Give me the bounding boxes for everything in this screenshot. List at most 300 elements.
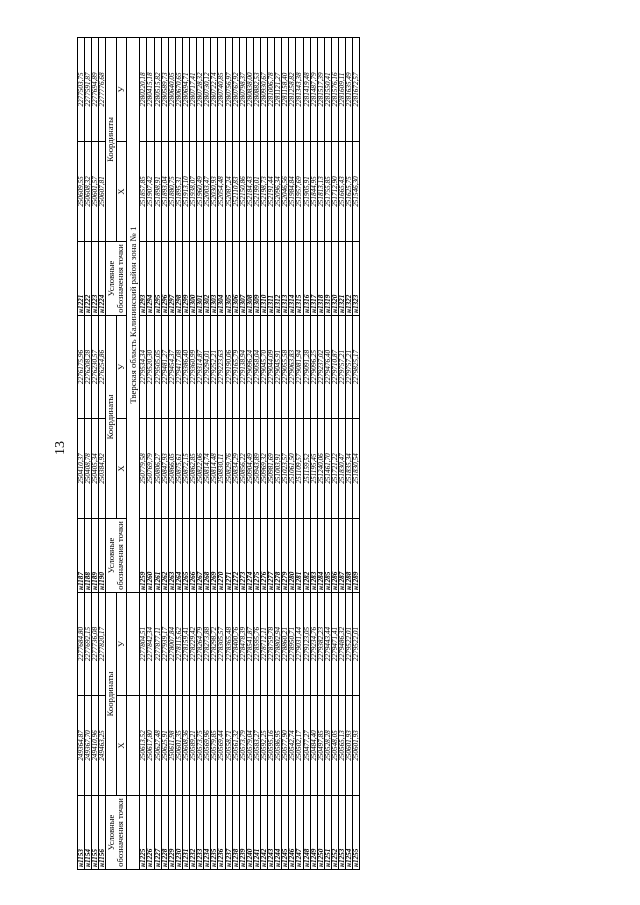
point-id-cell: н1313 <box>282 242 289 316</box>
point-id-cell: н1310 <box>260 242 267 316</box>
y-coordinate-cell: 2279454,37 <box>168 316 175 419</box>
y-coordinate-cell: 2276230,57 <box>92 316 99 419</box>
table-row <box>353 38 360 870</box>
point-id-cell: н1284 <box>317 519 324 593</box>
x-coordinate-cell: 251061,50 <box>289 419 296 519</box>
y-coordinate-cell: 2279081,94 <box>296 316 303 419</box>
x-coordinate-cell: 251880,75 <box>168 142 175 242</box>
y-coordinate-cell: 2279710,87 <box>331 316 338 419</box>
y-coordinate-cell: 2278305,57 <box>218 593 225 696</box>
y-coordinate-cell: 2281517,39 <box>317 38 324 142</box>
x-coordinate-cell: 250502,17 <box>296 696 303 796</box>
x-coordinate-cell: 251721,22 <box>331 419 338 519</box>
y-coordinate-cell: 2280767,92 <box>232 38 239 142</box>
y-coordinate-cell: 2280717,41 <box>190 38 197 142</box>
x-coordinate-cell: 252046,56 <box>282 142 289 242</box>
point-id-cell: н1261 <box>154 519 161 593</box>
point-id-cell: н1264 <box>175 519 182 593</box>
point-id-cell: н1273 <box>239 519 246 593</box>
x-coordinate-cell: 250834,29 <box>232 419 239 519</box>
y-coordinate-cell: 2278860,21 <box>282 593 289 696</box>
y-coordinate-cell: 2279123,05 <box>303 593 310 696</box>
point-id-cell: н1250 <box>317 796 324 870</box>
point-id-cell: н1241 <box>253 796 260 870</box>
point-id-cell: н1271 <box>225 519 232 593</box>
x-coordinate-cell: 250601,35 <box>175 696 182 796</box>
x-coordinate-cell: 250607,81 <box>99 142 106 242</box>
point-id-cell: н1287 <box>339 519 346 593</box>
y-coordinate-cell: 2279314,87 <box>197 316 204 419</box>
point-id-cell: н1190 <box>99 519 106 593</box>
point-id-cell: н1240 <box>246 796 253 870</box>
x-coordinate-cell: 252191,44 <box>268 142 275 242</box>
table-row <box>147 38 154 870</box>
y-coordinate-cell: 2278115,62 <box>175 593 182 696</box>
y-coordinate-cell: 2277804,51 <box>140 593 147 696</box>
x-coordinate-cell: 251240,06 <box>317 419 324 519</box>
point-id-cell: н1302 <box>204 242 211 316</box>
point-id-cell: н1155 <box>92 796 99 870</box>
point-id-cell: н1314 <box>289 242 296 316</box>
x-coordinate-cell: 251913,10 <box>182 142 189 242</box>
point-id-cell: н1317 <box>310 242 317 316</box>
x-coordinate-cell: 250586,95 <box>275 696 282 796</box>
x-coordinate-cell: 251755,85 <box>324 142 331 242</box>
x-coordinate-cell: 250779,58 <box>140 419 147 519</box>
point-id-cell: н1298 <box>175 242 182 316</box>
point-id-cell: н1268 <box>204 519 211 593</box>
y-coordinate-cell: 2277939,17 <box>161 593 168 696</box>
point-column-header: Условные обозначения точки <box>106 796 127 870</box>
point-id-cell: н1301 <box>197 242 204 316</box>
region-title: Тверская область Калининский район зона № 1 <box>127 38 140 593</box>
point-id-cell: н1263 <box>168 519 175 593</box>
point-id-cell: н1286 <box>331 519 338 593</box>
y-coordinate-cell: 2280756,97 <box>225 38 232 142</box>
x-coordinate-cell: 251905,91 <box>303 142 310 242</box>
y-coordinate-cell: 2279520,30 <box>147 316 154 419</box>
blank-cell <box>127 593 140 696</box>
y-coordinate-cell: 2280798,37 <box>239 38 246 142</box>
y-coordinate-cell: 2280415,18 <box>147 38 154 142</box>
top-rows <box>78 38 106 870</box>
point-id-cell: н1297 <box>168 242 175 316</box>
x-coordinate-cell: 250875,61 <box>175 419 182 519</box>
point-id-cell: н1260 <box>147 519 154 593</box>
y-coordinate-cell: 2276175,96 <box>78 316 85 419</box>
y-coordinate-cell: 2279165,79 <box>232 316 239 419</box>
point-id-cell: н1247 <box>296 796 303 870</box>
y-coordinate-cell: 2280740,85 <box>218 38 225 142</box>
point-id-cell: н1189 <box>92 519 99 593</box>
point-id-cell: н1222 <box>85 242 92 316</box>
point-id-cell: н1244 <box>275 796 282 870</box>
point-id-cell: н1312 <box>275 242 282 316</box>
point-id-cell: н1266 <box>190 519 197 593</box>
point-id-cell: н1315 <box>296 242 303 316</box>
x-coordinate-cell: 251461,70 <box>324 419 331 519</box>
x-coordinate-cell: 250822,06 <box>197 419 204 519</box>
y-coordinate-cell: 2281006,78 <box>268 38 275 142</box>
point-id-cell: н1308 <box>246 242 253 316</box>
y-coordinate-cell: 2281343,38 <box>296 38 303 142</box>
x-coordinate-cell: 251109,57 <box>296 419 303 519</box>
x-coordinate-cell: 252184,43 <box>246 142 253 242</box>
x-coordinate-cell: 250601,93 <box>346 696 353 796</box>
y-coordinate-cell: 2280589,73 <box>161 38 168 142</box>
y-coordinate-cell: 2280838,00 <box>246 38 253 142</box>
point-id-cell: н1283 <box>310 519 317 593</box>
point-id-cell: н1277 <box>268 519 275 593</box>
y-coordinate-cell: 2279481,27 <box>161 316 168 419</box>
y-coordinate-cell: 2281487,79 <box>310 38 317 142</box>
y-coordinate-cell: 2278478,39 <box>239 593 246 696</box>
point-column-header: Условные обозначения точки <box>106 242 127 316</box>
y-coordinate-cell: 2281158,40 <box>282 38 289 142</box>
y-column-header: У <box>116 38 127 142</box>
point-id-cell: н1288 <box>346 519 353 593</box>
x-coordinate-cell: 251893,04 <box>161 142 168 242</box>
x-coordinate-cell: 250625,91 <box>161 696 168 796</box>
point-id-cell: н1226 <box>147 796 154 870</box>
point-id-cell: н1269 <box>211 519 218 593</box>
y-coordinate-cell: 2279234,76 <box>310 593 317 696</box>
x-coordinate-cell: 252199,01 <box>253 142 260 242</box>
x-coordinate-cell: 250579,04 <box>246 696 253 796</box>
y-coordinate-cell: 2280670,65 <box>175 38 182 142</box>
point-id-cell: н1300 <box>190 242 197 316</box>
y-coordinate-cell: 2279223,63 <box>218 316 225 419</box>
y-coordinate-cell: 2278159,41 <box>182 593 189 696</box>
point-id-cell: н1236 <box>218 796 225 870</box>
point-id-cell: н1322 <box>346 242 353 316</box>
x-coordinate-cell: 249463,25 <box>99 696 106 796</box>
x-coordinate-cell: 252003,47 <box>204 142 211 242</box>
y-coordinate-cell: 2280930,67 <box>260 38 267 142</box>
y-coordinate-cell: 2279505,05 <box>154 316 161 419</box>
x-coordinate-cell: 251159,52 <box>303 419 310 519</box>
x-coordinate-cell: 252054,48 <box>218 142 225 242</box>
point-id-cell: н1272 <box>232 519 239 593</box>
point-id-cell: н1295 <box>154 242 161 316</box>
y-column-header: У <box>116 316 127 419</box>
point-id-cell: н1281 <box>296 519 303 593</box>
y-coordinate-cell: 2278273,88 <box>204 593 211 696</box>
point-id-cell: н1309 <box>253 242 260 316</box>
x-coordinate-cell: 250856,22 <box>239 419 246 519</box>
point-id-cell: н1248 <box>303 796 310 870</box>
x-coordinate-cell: 250497,85 <box>317 696 324 796</box>
x-coordinate-cell: 250904,49 <box>246 419 253 519</box>
point-id-cell: н1275 <box>253 519 260 593</box>
point-id-cell: н1245 <box>282 796 289 870</box>
coordinates-table <box>77 37 360 870</box>
point-id-cell: н1259 <box>140 519 147 593</box>
main-rows <box>140 38 360 870</box>
blank-cell <box>127 696 140 796</box>
point-id-cell: н1304 <box>218 242 225 316</box>
y-coordinate-cell: 2279091,28 <box>303 316 310 419</box>
x-coordinate-cell: 250601,93 <box>353 696 360 796</box>
x-coordinate-cell: 250410,37 <box>78 419 85 519</box>
rotated-table-wrapper <box>77 38 616 870</box>
y-coordinate-cell: 2281419,48 <box>303 38 310 142</box>
x-coordinate-cell: 252030,93 <box>211 142 218 242</box>
y-coordinate-cell: 2276254,86 <box>99 316 106 419</box>
y-coordinate-cell: 2279044,09 <box>268 316 275 419</box>
point-id-cell: н1188 <box>85 519 92 593</box>
point-id-cell: н1305 <box>225 242 232 316</box>
x-coordinate-cell: 251957,69 <box>296 142 303 242</box>
point-id-cell: н1239 <box>239 796 246 870</box>
y-coordinate-cell: 2277591,87 <box>85 38 92 142</box>
y-coordinate-cell: 2279237,02 <box>317 316 324 419</box>
x-coordinate-cell: 249410,96 <box>92 696 99 796</box>
point-id-cell: н1154 <box>85 796 92 870</box>
point-id-cell: н1316 <box>303 242 310 316</box>
point-id-cell: н1293 <box>140 242 147 316</box>
point-id-cell: н1187 <box>78 519 85 593</box>
point-id-cell: н1320 <box>331 242 338 316</box>
y-coordinate-cell: 2279386,40 <box>182 316 189 419</box>
y-coordinate-cell: 2279757,21 <box>346 316 353 419</box>
y-coordinate-cell: 2279045,70 <box>260 316 267 419</box>
x-coordinate-cell: 250528,28 <box>324 696 331 796</box>
x-coordinate-cell: 251546,30 <box>353 142 360 242</box>
x-coordinate-cell: 250847,93 <box>161 419 168 519</box>
point-id-cell: н1279 <box>282 519 289 593</box>
x-coordinate-cell: 250862,85 <box>190 419 197 519</box>
y-coordinate-cell: 2277820,17 <box>99 593 106 696</box>
y-coordinate-cell: 2280694,71 <box>182 38 189 142</box>
point-id-cell: н1278 <box>275 519 282 593</box>
x-coordinate-cell: 250595,16 <box>268 696 275 796</box>
point-id-cell: н1223 <box>92 242 99 316</box>
y-coordinate-cell: 2279486,32 <box>339 593 346 696</box>
x-coordinate-cell: 250408,78 <box>85 419 92 519</box>
x-coordinate-cell: 250558,71 <box>225 696 232 796</box>
y-coordinate-cell: 2279096,24 <box>246 316 253 419</box>
coordinates-header: Координаты <box>106 593 117 796</box>
point-id-cell: н1251 <box>324 796 331 870</box>
point-id-cell: н1262 <box>161 519 168 593</box>
point-id-cell: н1230 <box>175 796 182 870</box>
x-coordinate-cell: 250405,34 <box>92 419 99 519</box>
point-id-cell: н1238 <box>232 796 239 870</box>
x-coordinate-cell: 250981,69 <box>268 419 275 519</box>
y-coordinate-cell: 2278712,11 <box>260 593 267 696</box>
y-coordinate-cell: 2280882,53 <box>253 38 260 142</box>
y-coordinate-cell: 2277877,11 <box>154 593 161 696</box>
y-coordinate-cell: 2277692,15 <box>85 593 92 696</box>
point-id-cell: н1306 <box>232 242 239 316</box>
y-coordinate-cell: 2279058,04 <box>253 316 260 419</box>
x-coordinate-cell: 250814,48 <box>211 419 218 519</box>
x-coordinate-cell: 251984,84 <box>289 142 296 242</box>
x-coordinate-cell: 250806,27 <box>154 419 161 519</box>
x-coordinate-cell: 250573,79 <box>239 696 246 796</box>
y-coordinate-cell: 2278950,71 <box>289 593 296 696</box>
point-id-cell: н1232 <box>190 796 197 870</box>
y-coordinate-cell: 2278298,72 <box>211 593 218 696</box>
x-column-header: X <box>116 696 127 796</box>
x-coordinate-cell: 250608,32 <box>85 142 92 242</box>
y-coordinate-cell: 2278229,42 <box>190 593 197 696</box>
point-id-cell: н1274 <box>246 519 253 593</box>
point-id-cell: н1318 <box>317 242 324 316</box>
y-coordinate-cell: 2279096,25 <box>310 316 317 419</box>
y-coordinate-cell: 2277503,75 <box>78 38 85 142</box>
y-coordinate-cell: 2277694,89 <box>92 38 99 142</box>
point-id-cell: н1303 <box>211 242 218 316</box>
y-coordinate-cell: 2279534,34 <box>140 316 147 419</box>
x-coordinate-cell: 252087,24 <box>225 142 232 242</box>
y-coordinate-cell: 2281121,27 <box>275 38 282 142</box>
x-coordinate-cell: 250609,55 <box>78 142 85 242</box>
y-coordinate-cell: 2279360,99 <box>190 316 197 419</box>
x-coordinate-cell: 249367,70 <box>85 696 92 796</box>
table-row <box>296 38 303 870</box>
x-coordinate-cell: 250613,52 <box>140 696 147 796</box>
x-coordinate-cell: 250969,32 <box>260 419 267 519</box>
y-coordinate-cell: 2281576,16 <box>331 38 338 142</box>
point-id-cell: н1289 <box>353 519 360 593</box>
x-coordinate-cell: 250627,48 <box>154 696 161 796</box>
y-coordinate-cell: 2279522,01 <box>353 593 360 696</box>
x-coordinate-cell: 250829,76 <box>225 419 232 519</box>
point-id-cell: н1243 <box>268 796 275 870</box>
y-coordinate-cell: 2278007,84 <box>168 593 175 696</box>
y-coordinate-cell: 2279045,91 <box>275 316 282 419</box>
x-coordinate-cell: 251830,47 <box>339 419 346 519</box>
x-coordinate-cell: 251938,07 <box>190 142 197 242</box>
y-coordinate-cell: 2277736,08 <box>92 593 99 696</box>
point-id-cell: н1153 <box>78 796 85 870</box>
x-column-header: X <box>116 419 127 519</box>
point-id-cell: н1246 <box>289 796 296 870</box>
y-coordinate-cell: 2279063,83 <box>289 316 296 419</box>
point-id-cell: н1229 <box>168 796 175 870</box>
y-coordinate-cell: 2276208,28 <box>85 316 92 419</box>
y-coordinate-cell: 2281258,82 <box>289 38 296 142</box>
y-coordinate-cell: 2277776,68 <box>99 38 106 142</box>
x-coordinate-cell: 250589,21 <box>190 696 197 796</box>
x-coordinate-cell: 251907,42 <box>147 142 154 242</box>
y-coordinate-cell: 2279031,44 <box>296 593 303 696</box>
y-coordinate-cell: 2279522,01 <box>346 593 353 696</box>
x-coordinate-cell: 250617,80 <box>147 696 154 796</box>
x-coordinate-cell: 251960,49 <box>197 142 204 242</box>
y-coordinate-cell: 2279382,23 <box>317 593 324 696</box>
point-id-cell: н1252 <box>331 796 338 870</box>
point-id-cell: н1225 <box>140 796 147 870</box>
point-id-cell: н1307 <box>239 242 246 316</box>
y-coordinate-cell: 2278802,94 <box>275 593 282 696</box>
x-coordinate-cell: 251898,91 <box>154 142 161 242</box>
y-coordinate-cell: 2281609,11 <box>339 38 346 142</box>
x-coordinate-cell: 251665,43 <box>339 142 346 242</box>
point-id-cell: н1321 <box>339 242 346 316</box>
x-coordinate-cell: 250577,90 <box>282 696 289 796</box>
point-id-cell: н1224 <box>99 242 106 316</box>
x-coordinate-cell: 251023,57 <box>282 419 289 519</box>
x-coordinate-cell: 250484,40 <box>310 696 317 796</box>
y-coordinate-cell: 2278365,48 <box>225 593 232 696</box>
y-coordinate-cell: 2278264,79 <box>197 593 204 696</box>
y-coordinate-cell: 2278400,76 <box>232 593 239 696</box>
x-coordinate-cell: 250583,27 <box>253 696 260 796</box>
x-coordinate-cell: 250542,74 <box>289 696 296 796</box>
table-row <box>218 38 225 870</box>
x-coordinate-cell: 252198,73 <box>260 142 267 242</box>
point-id-cell: н1285 <box>324 519 331 593</box>
y-coordinate-cell: 2279252,21 <box>211 316 218 419</box>
x-coordinate-cell: 251835,34 <box>346 419 353 519</box>
y-coordinate-cell: 2280728,32 <box>197 38 204 142</box>
x-coordinate-cell: 251712,90 <box>331 142 338 242</box>
point-id-cell: н1254 <box>346 796 353 870</box>
point-id-cell: н1265 <box>182 519 189 593</box>
point-id-cell: н1227 <box>154 796 161 870</box>
x-coordinate-cell: 250814,74 <box>204 419 211 519</box>
x-coordinate-cell: 251844,95 <box>310 142 317 242</box>
coordinates-header: Координаты <box>106 316 117 519</box>
point-id-cell: н1276 <box>260 519 267 593</box>
x-coordinate-cell: 250830,11 <box>218 419 225 519</box>
y-coordinate-cell: 2277684,80 <box>78 593 85 696</box>
point-id-cell: н1234 <box>204 796 211 870</box>
point-id-cell: н1235 <box>211 796 218 870</box>
y-coordinate-cell: 2278759,78 <box>268 593 275 696</box>
x-coordinate-cell: 250565,13 <box>339 696 346 796</box>
y-coordinate-cell: 2279471,41 <box>331 593 338 696</box>
y-coordinate-cell: 2279294,01 <box>204 316 211 419</box>
point-id-cell: н1294 <box>147 242 154 316</box>
x-coordinate-cell: 251857,85 <box>140 142 147 242</box>
x-column-header: X <box>116 142 127 242</box>
page-number: 13 <box>53 441 68 455</box>
y-coordinate-cell: 2280220,18 <box>140 38 147 142</box>
x-coordinate-cell: 250561,32 <box>232 696 239 796</box>
x-coordinate-cell: 251625,75 <box>346 142 353 242</box>
blank-cell <box>127 796 140 870</box>
coordinates-sheet <box>77 38 616 870</box>
x-coordinate-cell: 250573,75 <box>197 696 204 796</box>
point-id-cell: н1242 <box>260 796 267 870</box>
x-coordinate-cell: 252096,34 <box>275 142 282 242</box>
x-coordinate-cell: 250608,36 <box>182 696 189 796</box>
point-id-cell: н1319 <box>324 242 331 316</box>
x-coordinate-cell: 251003,91 <box>275 419 282 519</box>
x-coordinate-cell: 251830,54 <box>353 419 360 519</box>
y-coordinate-cell: 2279138,94 <box>239 316 246 419</box>
point-id-cell: н1221 <box>78 242 85 316</box>
point-id-cell: н1237 <box>225 796 232 870</box>
x-coordinate-cell: 251895,31 <box>175 142 182 242</box>
y-coordinate-cell: 2281672,57 <box>353 38 360 142</box>
y-coordinate-cell: 2280640,05 <box>168 38 175 142</box>
point-id-cell: н1231 <box>182 796 189 870</box>
point-id-cell: н1156 <box>99 796 106 870</box>
y-coordinate-cell: 2280515,82 <box>154 38 161 142</box>
point-id-cell: н1311 <box>268 242 275 316</box>
y-coordinate-cell: 2277842,34 <box>147 593 154 696</box>
x-coordinate-cell: 250384,92 <box>99 419 106 519</box>
table-header <box>106 38 140 870</box>
point-id-cell: н1267 <box>197 519 204 593</box>
x-coordinate-cell: 250592,25 <box>260 696 267 796</box>
x-coordinate-cell: 250943,89 <box>253 419 260 519</box>
